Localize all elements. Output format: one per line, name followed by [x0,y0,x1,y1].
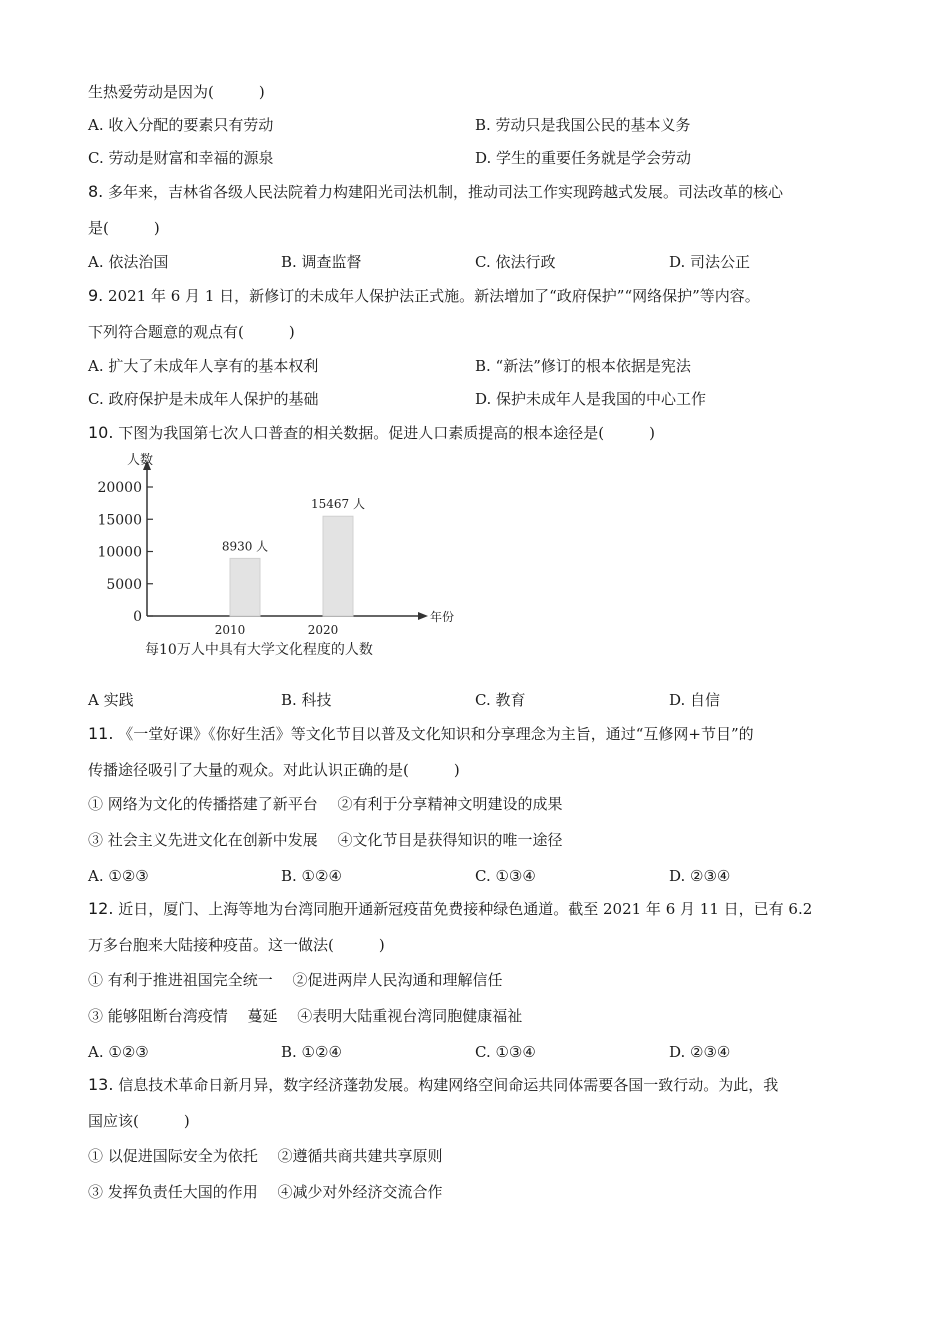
q10-stem [88,423,655,443]
q7-option-b: B. 劳动只是我国公民的基本义务 [475,116,691,134]
chart-y-tick-label: 20000 [97,480,142,496]
q11-option-c: C. ①③④ [475,867,536,885]
q10-number: 10. [88,423,114,442]
q13-statements-3-4: ③ 发挥负责任大国的作用 ④减少对外经济交流合作 [88,1183,443,1201]
q8-stem-line2: 是( ) [88,219,160,237]
q13-stem-line2: 国应该( ) [88,1112,190,1130]
q8-option-c: C. 依法行政 [475,253,556,271]
q13-stem-text: 信息技术革命日新月异，数字经济蓬勃发展。构建网络空间命运共同体需要各国一致行动。为此，我 [113,1076,779,1094]
q7-stem: 生热爱劳动是因为( ) [88,83,265,101]
chart-caption: 每10万人中具有大学文化程度的人数 [145,642,373,658]
q9-stem-text: 2021 年 6 月 1 日，新修订的未成年人保护法正式施。新法增加了“政府保护”“网络保护”等内容。 [103,287,760,305]
q12-stem-line2: 万多台胞来大陆接种疫苗。这一做法( ) [88,936,385,954]
q12-statements-3-4: ③ 能够阻断台湾疫情 蔓延 ④表明大陆重视台湾同胞健康福祉 [88,1007,523,1025]
q7-option-c: C. 劳动是财富和幸福的源泉 [88,149,274,167]
q10-option-d: D. 自信 [669,691,721,709]
q9-option-c: C. 政府保护是未成年人保护的基础 [88,390,319,408]
chart-x-axis-title: 年份 [430,610,455,624]
chart-y-tick-label: 15000 [97,512,142,529]
q11-statements-3-4: ③ 社会主义先进文化在创新中发展 ④文化节目是获得知识的唯一途径 [88,831,563,849]
q12-stem-text: 近日，厦门、上海等地为台湾同胞开通新冠疫苗免费接种绿色通道。截至 2021 年 6 月 11 日，已有 6.2 [113,900,813,918]
chart-x-tick-label-2020: 2020 [307,623,339,637]
q11-stem-line2: 传播途径吸引了大量的观众。对此认识正确的是( ) [88,761,460,779]
chart-x-axis-arrow [418,612,428,620]
q13-stem-line1 [88,1075,778,1095]
q8-number: 8. [88,182,104,201]
q8-stem-line1 [88,182,783,202]
chart-y-tick-label: 10000 [97,544,142,561]
q11-option-d: D. ②③④ [669,867,731,885]
q12-option-b: B. ①②④ [281,1043,342,1061]
q8-option-d: D. 司法公正 [669,253,751,271]
q10-option-a: A 实践 [88,691,134,709]
chart-data-label-2020: 15467 人 [311,497,365,512]
q9-option-a: A. 扩大了未成年人享有的基本权利 [88,357,319,375]
chart-y-tick-label: 5000 [106,576,142,593]
q9-number: 9. [88,286,104,305]
q9-option-d: D. 保护未成年人是我国的中心工作 [475,390,707,408]
chart-bar-2010 [230,558,260,616]
q12-number: 12. [88,899,114,918]
q12-stem-line1 [88,899,812,919]
q9-stem-line1 [88,286,760,306]
q11-number: 11. [88,724,114,743]
q10-option-b: B. 科技 [281,691,332,709]
population-bar-chart [85,452,465,667]
q12-option-c: C. ①③④ [475,1043,536,1061]
q12-option-d: D. ②③④ [669,1043,731,1061]
chart-bar-2020 [323,516,353,616]
chart-y-tick-label: 0 [133,609,142,625]
q7-option-a: A. 收入分配的要素只有劳动 [88,116,274,134]
q11-stem-text: 《一堂好课》《你好生活》等文化节目以普及文化知识和分享理念为主旨，通过“互修网+节目”的 [113,725,754,743]
q13-statements-1-2: ① 以促进国际安全为依托 ②遵循共商共建共享原则 [88,1147,443,1165]
q11-option-a: A. ①②③ [88,867,149,885]
q10-option-c: C. 教育 [475,691,526,709]
q13-number: 13. [88,1075,114,1094]
q11-option-b: B. ①②④ [281,867,342,885]
q9-option-b: B. “新法”修订的根本依据是宪法 [475,357,691,375]
chart-data-label-2010: 8930 人 [221,539,269,554]
q8-option-b: B. 调查监督 [281,253,362,271]
q12-statements-1-2: ① 有利于推进祖国完全统一 ②促进两岸人民沟通和理解信任 [88,971,503,989]
q8-option-a: A. 依法治国 [88,253,169,271]
q11-statements-1-2: ① 网络为文化的传播搭建了新平台 ②有利于分享精神文明建设的成果 [88,795,563,813]
chart-y-axis-title: 人数 [127,453,154,468]
q10-stem-text: 下图为我国第七次人口普查的相关数据。促进人口素质提高的根本途径是( ) [113,424,655,442]
q7-option-d: D. 学生的重要任务就是学会劳动 [475,149,692,167]
q8-stem-text: 多年来，吉林省各级人民法院着力构建阳光司法机制，推动司法工作实现跨越式发展。司法改革的核心 [103,183,784,201]
q11-stem-line1 [88,724,754,744]
q9-stem-line2: 下列符合题意的观点有( ) [88,323,295,341]
q12-option-a: A. ①②③ [88,1043,149,1061]
chart-x-tick-label-2010: 2010 [214,623,246,637]
